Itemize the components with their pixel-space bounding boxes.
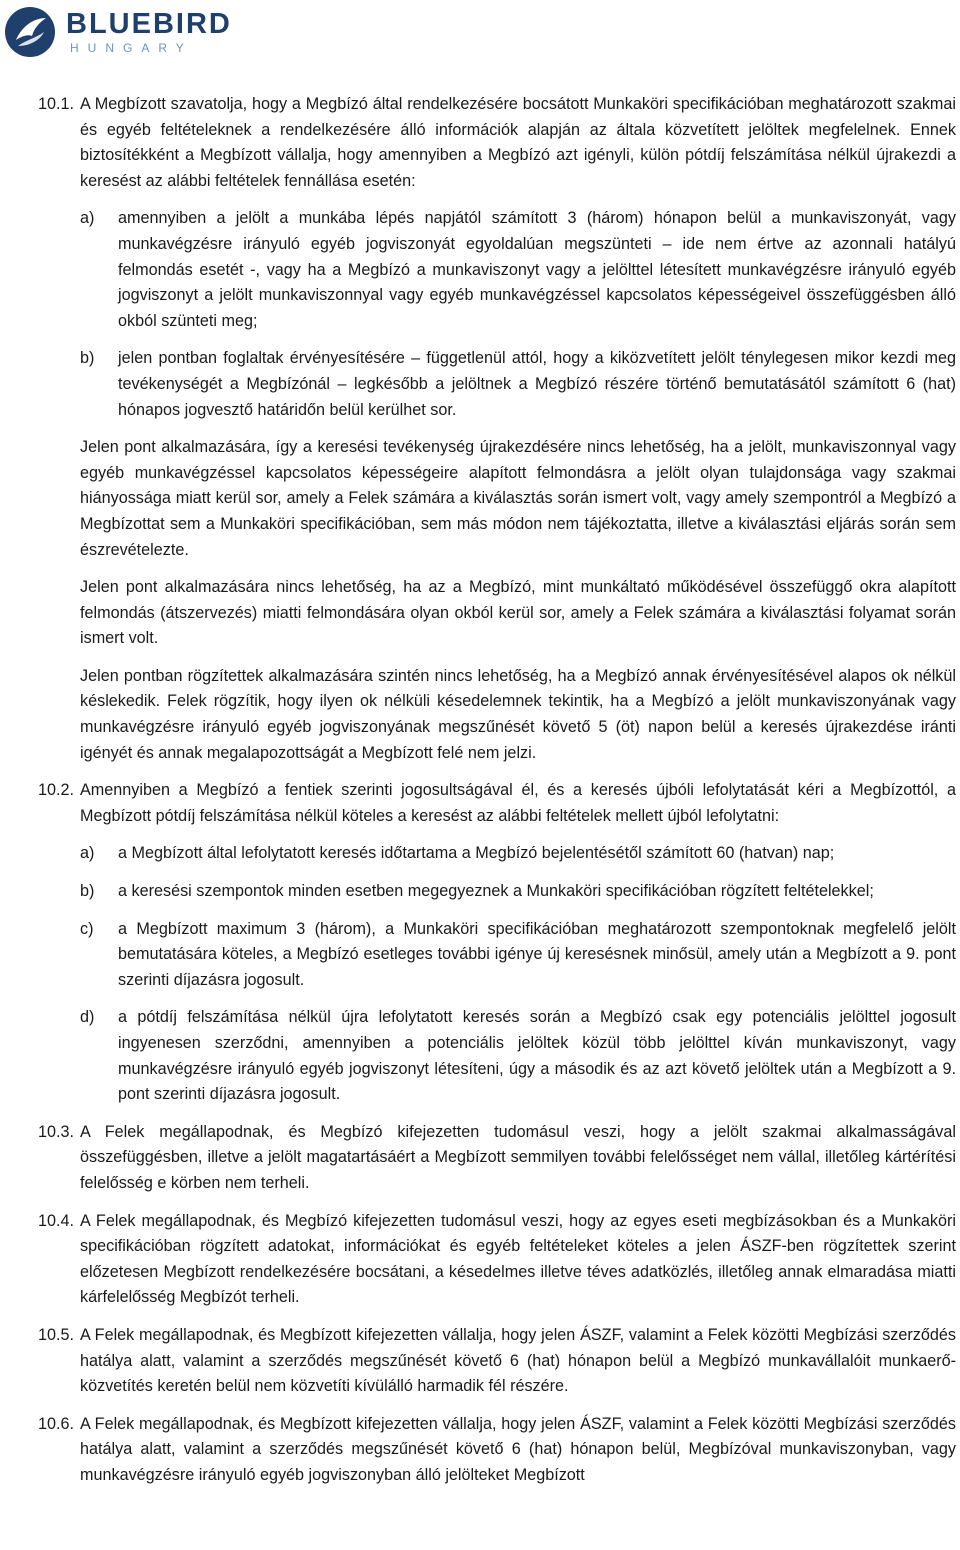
section-text: A Felek megállapodnak, és Megbízó kifejezetten tudomásul veszi, hogy a jelölt szakmai alkalmasságával összefüggésben, illetve a jelölt magatartásáért a Megbízott semmilyen további felelősséget nem vállal, illetőleg kártérítési felelősség e körben nem terheli. [80,1122,956,1192]
condition-list [80,206,956,423]
section-10-4 [38,1209,956,1311]
list-item [80,206,956,334]
list-item-label: b) [80,349,95,368]
section-intro: Amennyiben a Megbízó a fentiek szerinti jogosultságával él, és a keresés újbóli lefolytatását kéri a Megbízottól, a Megbízott pótdíj felszámítása nélkül köteles a keresést az alábbi feltételek mellett újból lefolytatni: [80,781,956,825]
section-number: 10.3. [38,1122,75,1141]
paragraph: Jelen pont alkalmazására nincs lehetőség, ha az a Megbízó, mint munkáltató működésével összefüggő okra alapított felmondás (átszervezés) miatti felmondására olyan okból kerül sor, amely a Felek számára a kiválasztási folyamat során ismert volt. [80,578,956,648]
list-item-text: a pótdíj felszámítása nélkül újra lefolytatott keresés során a Megbízó csak egy potenciális jelölttel jogosult ingyenesen szerződni, amennyiben a potenciális jelöltek közül több jelölttel kíván munkaviszonyt, vagy munkavégzésre irányuló egyéb jogviszonyt létesíteni, úgy a második és az azt követő jelöltek után a Megbízott a 9. pont szerinti díjazásra jogosult. [118,1008,956,1104]
list-item [80,917,956,994]
section-10-5 [38,1323,956,1400]
list-item-label: a) [80,209,95,228]
condition-list [80,841,956,1107]
document-body [38,92,956,1489]
list-item-label: c) [80,919,94,938]
section-number: 10.1. [38,95,75,113]
bluebird-logo-icon [4,6,56,58]
section-10-2 [38,778,956,1108]
list-item-text: a Megbízott maximum 3 (három), a Munkaköri specifikációban meghatározott szempontoknak megfelelő jelölt bemutatására köteles, a Megbízó esetleges további igénye új keresésnek minősül, amely után a Megbízott a 9. pont szerinti díjazásra jogosult. [118,919,956,989]
logo-sub-text: HUNGARY [70,41,193,55]
section-10-6 [38,1412,956,1489]
list-item-label: b) [80,882,95,901]
section-number: 10.2. [38,781,75,800]
list-item-text: a Megbízott által lefolytatott keresés időtartama a Megbízó bejelentésétől számított 60 (hatvan) nap; [118,844,835,863]
list-item [80,879,956,905]
section-number: 10.4. [38,1211,75,1230]
section-text: A Felek megállapodnak, és Megbízott kifejezetten vállalja, hogy jelen ÁSZF, valamint a Felek közötti Megbízási szerződés hatálya alatt, valamint a szerződés megszűnését követő 6 (hat) hónapon belül a Megbízó munkavállalóit munkaerő-közvetítés keretén belül nem közvetíti kívülálló harmadik fél részére. [80,1325,956,1396]
list-item-text: amennyiben a jelölt a munkába lépés napjától számított 3 (három) hónapon belül a munkaviszonyát, vagy munkavégzésre irányuló egyéb jogviszonyát egyoldalúan megszünteti – ide nem értve az azonnali hatályú felmondás esetét -, vagy ha a Megbízó a munkaviszonyt vagy a jelölttel létesített munkavégzésre irányuló egyéb jogviszonyt a jelölt munkaviszonnyal vagy egyéb munkavégzéssel kapcsolatos képességeivel összefüggésben álló okból szünteti meg; [118,209,956,330]
section-text: A Felek megállapodnak, és Megbízó kifejezetten tudomásul veszi, hogy az egyes eseti megbízásokban és a Munkaköri specifikációban rögzített adatokat, információkat és egyéb feltételeket köteles a jelen ÁSZF-ben rögzítettek szerint előzetesen Megbízott rendelkezésére bocsátani, a késedelmes illetve téves adatközlés, illetőleg annak elmaradása miatti kárfelelősség Megbízót terheli. [80,1211,956,1307]
section-number: 10.5. [38,1325,75,1344]
paragraph: Jelen pont alkalmazására, így a keresési tevékenység újrakezdésére nincs lehetőség, ha a jelölt, munkaviszonnyal vagy egyéb munkavégzéssel kapcsolatos képességeire alapított felmondásra a jelölt olyan tulajdonsága vagy szakmai hiányossága miatt kerül sor, amely a Felek számára a kiválasztás során ismert volt, vagy amely szempontról a Megbízó a Megbízottat sem a Munkaköri specifikációban, sem más módon nem tájékoztatta, illetve a kiválasztási eljárás során sem észrevételezte. [80,438,956,559]
list-item-text: a keresési szempontok minden esetben megegyeznek a Munkaköri specifikációban rögzített feltételekkel; [118,882,874,901]
logo-brand-text: BLUEBIRD [66,8,232,40]
section-number: 10.6. [38,1414,75,1433]
list-item [80,346,956,423]
paragraph: Jelen pontban rögzítettek alkalmazására szintén nincs lehetőség, ha a Megbízó annak érvényesítésével alapos ok nélkül késlekedik. Felek rögzítik, hogy ilyen ok nélküli késedelemnek tekintik, ha a Megbízó a jelölt munkaviszonyának vagy munkavégzésre irányuló egyéb jogviszonyának megszűnését követő 5 (öt) napon belül a keresés újrakezdése iránti igényét és annak megalapozottságát a Megbízott felé nem jelzi. [80,666,956,762]
section-10-3 [38,1120,956,1197]
list-item [80,841,956,867]
company-logo [4,6,232,58]
section-text: A Felek megállapodnak, és Megbízott kifejezetten vállalja, hogy jelen ÁSZF, valamint a Felek közötti Megbízási szerződés hatálya alatt, valamint a szerződés megszűnését követő 6 (hat) hónapon belül, Megbízóval munkaviszonyban, vagy munkavégzésre irányuló egyéb jogviszonyban álló jelölteket Megbízott [80,1414,956,1484]
list-item [80,1005,956,1107]
list-item-text: jelen pontban foglaltak érvényesítésére – függetlenül attól, hogy a kiközvetített jelölt ténylegesen mikor kezdi meg tevékenységét a Megbízónál – legkésőbb a jelöltnek a Megbízó részére történő bemutatásától számított 6 (hat) hónapos jogvesztő határidőn belül kerülhet sor. [118,349,956,419]
list-item-label: a) [80,844,95,863]
list-item-label: d) [80,1008,95,1027]
section-10-1 [38,92,956,766]
section-intro: A Megbízott szavatolja, hogy a Megbízó által rendelkezésére bocsátott Munkaköri specifikációban meghatározott szakmai és egyéb feltételeknek a rendelkezésére álló információk alapján az általa közvetített jelöltek megfelelnek. Ennek biztosítékként a Megbízott vállalja, hogy amennyiben a Megbízó azt igényli, külön pótdíj felszámítása nélkül újrakezdi a keresést az alábbi feltételek fennállása esetén: [80,95,956,190]
